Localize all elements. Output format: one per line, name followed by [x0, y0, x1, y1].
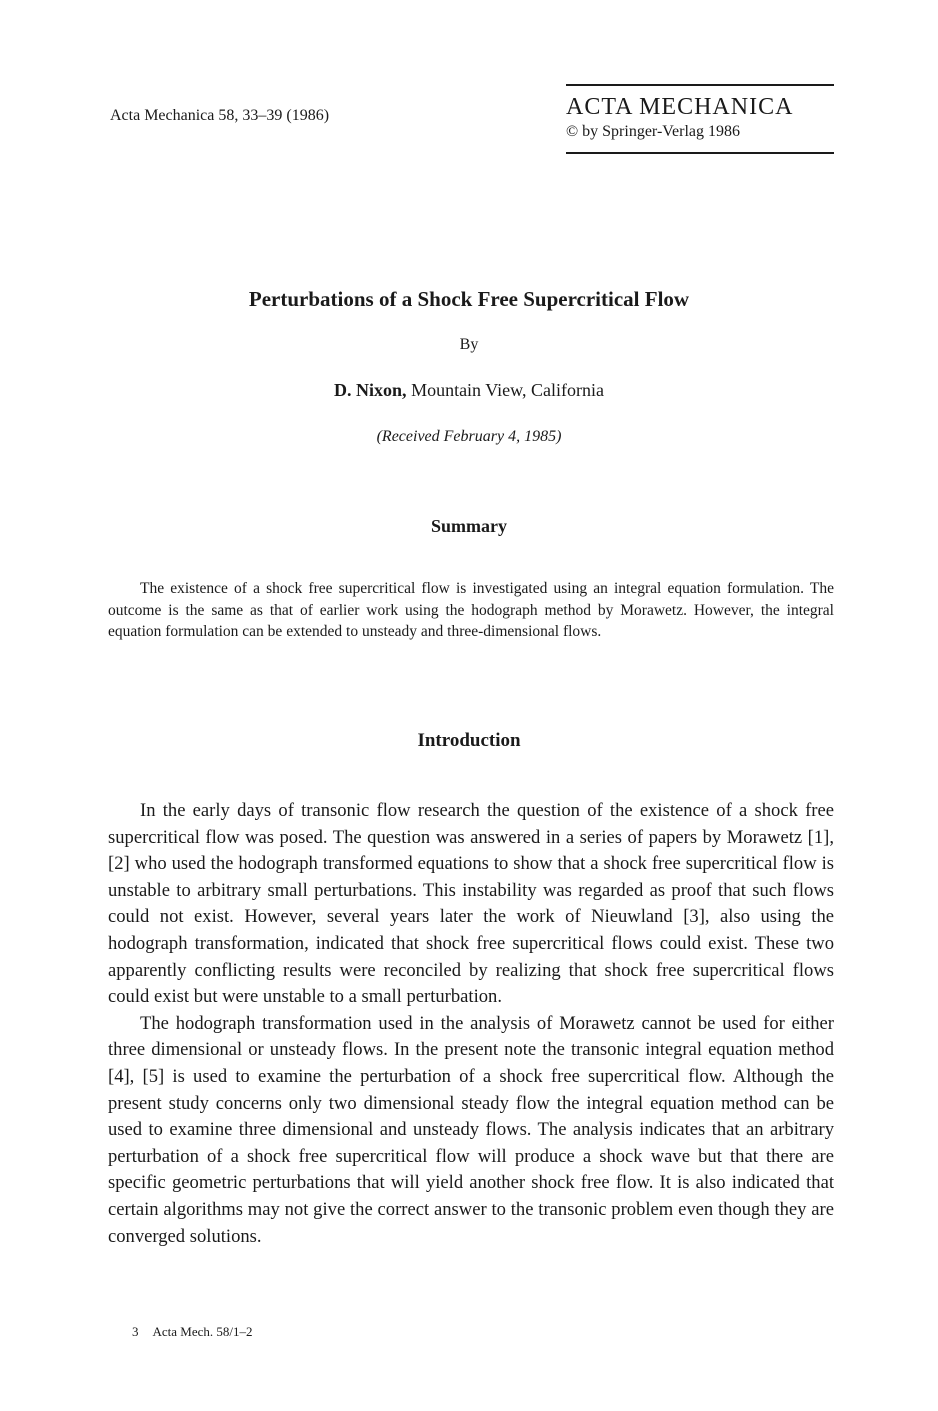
introduction-paragraph: The hodograph transformation used in the analysis of Morawetz cannot be used for either three dimensional or unsteady flows. In the present note the transonic integral equation method [4], [5] is used to examine the perturbation of a shock free supercritical flow. Although the present study concerns only two dimensional steady flow the integral equation method can be used to examine three dimensional and unsteady flows. The analysis indicates that an arbitrary perturbation of a shock free supercritical flow will produce a shock wave but that there are specific geometric perturbations that will yield another shock free flow. It is also indicated that certain algorithms may not give the correct answer to the transonic problem even though they are converged solutions. [108, 1012, 834, 1247]
summary-heading: Summary [431, 516, 507, 536]
copyright-notice: © by Springer-Verlag 1986 [566, 123, 741, 140]
page-footer [132, 1324, 253, 1340]
author-line [0, 380, 938, 401]
summary-text: The existence of a shock free supercritical flow is investigated using an integral equation formulation. The outcome is the same as that of earlier work using the hodograph method by Morawetz. However, the integral equation formulation can be extended to unsteady and three-dimensional flows. [108, 580, 834, 640]
byline-by: By [459, 336, 479, 353]
page-number: 3 [132, 1324, 139, 1339]
journal-name: ACTA MECHANICA [566, 94, 794, 120]
journal-citation: Acta Mechanica 58, 33–39 (1986) [110, 107, 330, 124]
masthead-top-rule [566, 84, 834, 86]
article-title: Perturbations of a Shock Free Supercritical Flow [248, 287, 690, 311]
author-location: Mountain View, California [411, 380, 604, 400]
masthead-bottom-rule [566, 152, 834, 154]
introduction-paragraph: In the early days of transonic flow research the question of the existence of a shock free supercritical flow was posed. The question was answered in a series of papers by Morawetz [1], [2] who used the hodograph transformed equations to show that a shock free supercritical flow is unstable to arbitrary small perturbations. This instability was regarded as proof that such flows could not exist. However, several years later the work of Nieuwland [3], also using the hodograph transformation, indicated that shock free supercritical flows could exist. These two apparently conflicting results were reconciled by realizing that shock free supercritical flows could exist but were unstable to a small perturbation. [108, 800, 834, 1008]
author-name: D. Nixon, [334, 380, 407, 400]
journal-masthead [566, 84, 834, 154]
introduction-heading: Introduction [417, 730, 521, 751]
received-date: (Received February 4, 1985) [376, 428, 562, 445]
introduction-body [108, 798, 834, 1250]
footer-reference: Acta Mech. 58/1–2 [152, 1324, 253, 1339]
